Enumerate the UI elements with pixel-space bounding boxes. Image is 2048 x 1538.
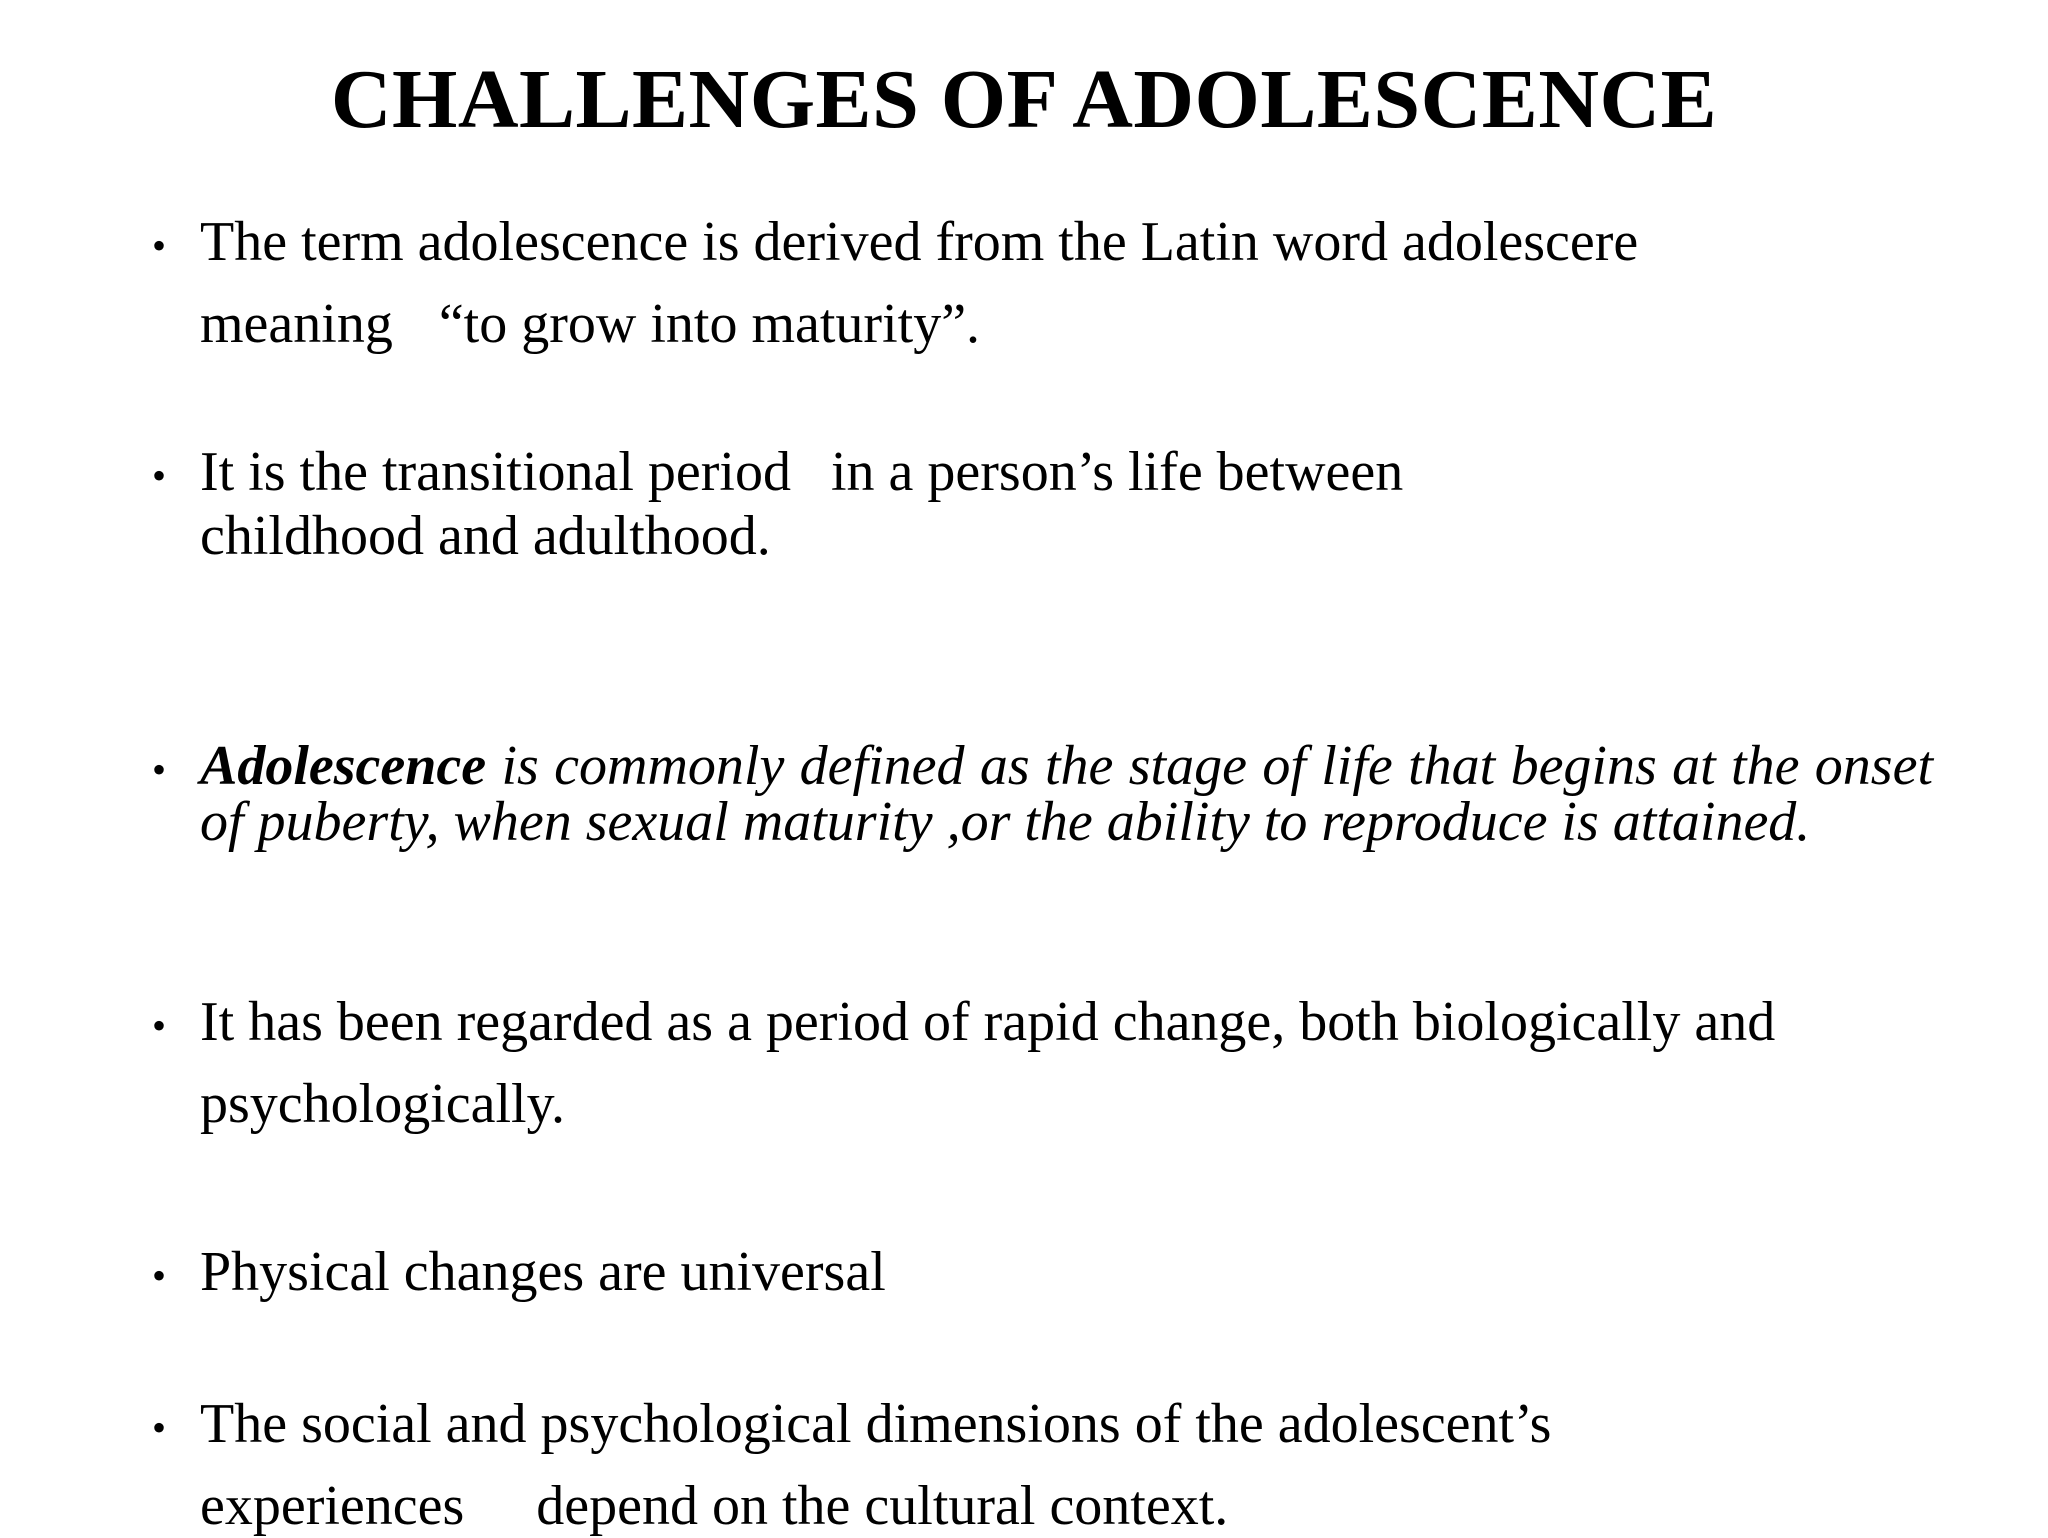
bullet-dot: • xyxy=(152,1405,167,1450)
bullet-segment: “to grow into maturity”. xyxy=(438,293,981,355)
bullet-dot: • xyxy=(152,1253,167,1298)
bullet-text xyxy=(200,210,1638,356)
bullet-segment: It is the transitional period xyxy=(200,441,791,503)
page-title: CHALLENGES OF ADOLESCENCE xyxy=(330,53,1718,146)
bullet-dot: • xyxy=(152,1003,167,1048)
bullet-text xyxy=(200,440,1403,568)
bullet-text xyxy=(200,990,1775,1136)
bullet-segment: experiences xyxy=(200,1475,465,1537)
bullet-line: psychologically. xyxy=(200,1073,565,1135)
bullet-line: childhood and adulthood. xyxy=(200,505,771,567)
definition-text: is commonly defined as the stage of life that begins at the onset of puberty, when sexual maturity ,or the ability to reproduce is attained. xyxy=(200,735,1934,853)
bullet-dot: • xyxy=(152,453,167,498)
bullet-dot: • xyxy=(152,223,167,268)
bullet-line xyxy=(200,441,1403,503)
bullet-segment: in a person’s life between xyxy=(830,441,1404,503)
bullet-line: The social and psychological dimensions of the adolescent’s xyxy=(200,1393,1552,1455)
bullet-text xyxy=(200,1392,1551,1538)
bullet-segment: meaning xyxy=(200,293,393,355)
bullet-line xyxy=(200,1474,1228,1538)
bullet-line xyxy=(200,292,980,356)
defined-term: Adolescence xyxy=(200,735,487,797)
bullet-line: The term adolescence is derived from the Latin word adolescere xyxy=(200,211,1639,273)
bullet-line: Physical changes are universal xyxy=(200,1241,886,1303)
bullet-text xyxy=(200,735,1934,853)
bullet-segment: depend on the cultural context. xyxy=(536,1475,1229,1537)
bullet-dot: • xyxy=(152,747,167,792)
bullet-line: It has been regarded as a period of rapid change, both biologically and xyxy=(200,991,1776,1053)
bullet-text xyxy=(200,1240,886,1304)
